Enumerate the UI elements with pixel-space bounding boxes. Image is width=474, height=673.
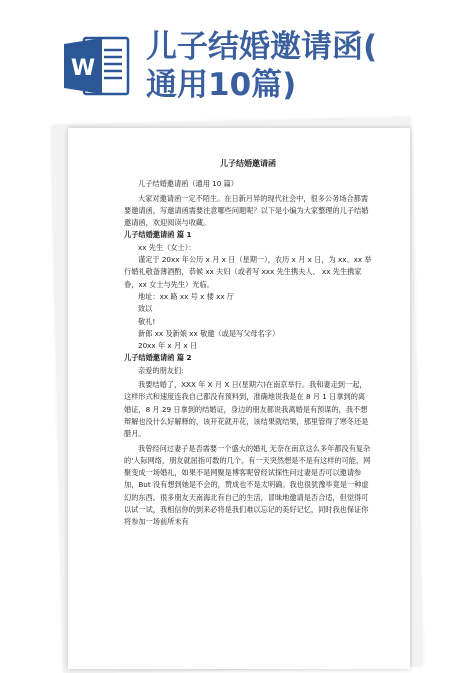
doc-subtitle: 儿子结婚邀请函（通用 10 篇） bbox=[138, 179, 238, 189]
letter1-closing-2: 敬礼! bbox=[138, 316, 156, 326]
letter1-date: 20xx 年 x 月 x 日 bbox=[138, 341, 198, 351]
document-page bbox=[68, 128, 410, 669]
section-heading-2: 儿子结婚邀请函 篇 2 bbox=[124, 353, 192, 363]
banner-title-line2: 通用10篇) bbox=[146, 67, 297, 103]
intro-paragraph: 大家对邀请函一定不陌生。在日新月异的现代社会中，很多公务场合都需要邀请函，写邀请函需要注意哪些问题呢？以下是小编为大家整理的儿子结婚邀请函，欢迎阅读与收藏。 bbox=[124, 193, 369, 228]
letter2-greeting: 亲爱的朋友们: bbox=[138, 365, 184, 375]
letter1-body: 谨定于 20xx 年公历 x 月 x 日（星期一），农历 x 月 x 日，为 xx、xx 举行婚礼敬备薄酒酌，恭候 xx 夫妇（或者写 xxx 先生携夫人、 xx 先生携家眷，xx 女士与先生）光临。 bbox=[124, 255, 372, 289]
doc-title: 儿子结婚邀请函 bbox=[220, 159, 276, 168]
letter1-closing-1: 致以 bbox=[138, 304, 153, 314]
word-icon-letter: W bbox=[70, 56, 96, 81]
section-heading-1: 儿子结婚邀请函 篇 1 bbox=[124, 230, 192, 240]
letter1-address: 地址：xx 路 xx 号 x 楼 xx 厅 bbox=[138, 291, 235, 301]
banner-title-line1: 儿子结婚邀请函( bbox=[146, 29, 378, 65]
letter1-signature: 新郎 xx 及新娘 xx 敬邀（或是写父母名字） bbox=[138, 328, 280, 338]
letter2-paragraph-1: 我要结婚了，XXX 年 X 月 X 日(星期六)在南京举行。我和妻走到一起，这样形式和速度连我自己都没有预料到，准确地说我是在 8 月 1 日拿到的离婚证，8 月 29 日拿到的结婚证，身边的朋友都说我离婚是有预谋的，我不想辩解也没什么好解释的，该开花就开花，该结果就结果，那里管得了寒冬还是腊月。 bbox=[124, 380, 369, 439]
document-content bbox=[124, 158, 372, 529]
banner-title bbox=[146, 28, 377, 104]
word-document-icon bbox=[62, 34, 132, 98]
letter2-paragraph-2: 我曾经问过妻子是否需要一个盛大的婚礼 无奈在南京这么多年都没有复杂的'人际网络，朋友就屈指可数的几个。有一天突然想是不是有这样的可能，网聚变成一场婚礼，如果不是网聚是博客呢曾经试探性问过妻是否可以邀请参加，But 没有想到她是不会的，赞成也不是太明确。我也很犹豫毕竟是一种虚幻的东西。很多朋友天南海北有自己的生活，冒昧地邀请是否合适，但觉得可以试一试，我相信你的到来必将是我们难以忘记的美好记忆，同时我也保证你将参加一场前所未有 bbox=[124, 443, 371, 527]
letter1-greeting: xx 先生（女士）： bbox=[138, 242, 196, 252]
